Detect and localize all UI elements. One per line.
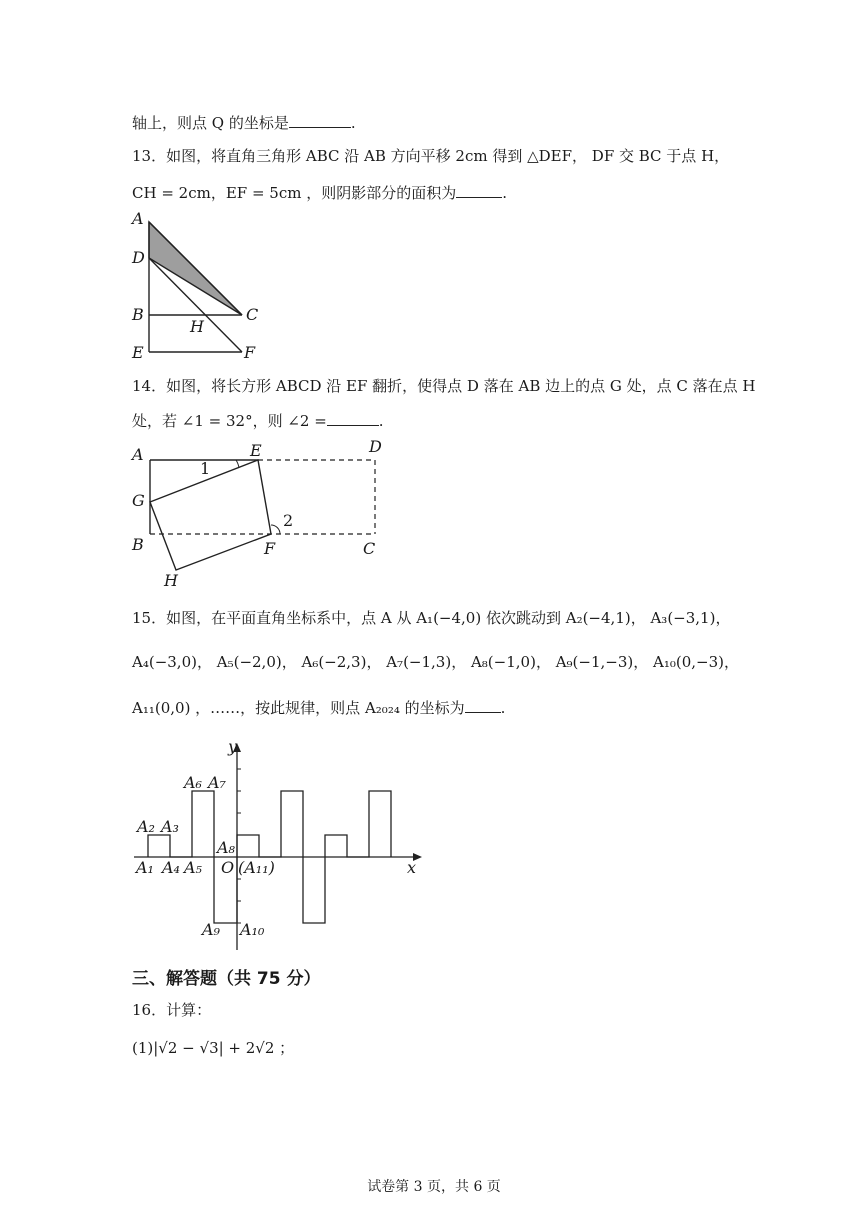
section-3-title: 三、解答题（共 75 分） xyxy=(132,969,321,989)
page-footer: 试卷第 3 页，共 6 页 xyxy=(367,1179,501,1195)
label-E: E xyxy=(132,343,144,362)
q14-answer-blank[interactable] xyxy=(327,410,379,426)
q16-part1: (1)|√2 − √3| + 2√2 ； xyxy=(132,1039,295,1057)
label-angle-2: 2 xyxy=(283,511,294,530)
origin-label: O xyxy=(221,858,235,877)
q13-line2-text: CH = 2cm，EF = 5cm ，则阴影部分的面积为 xyxy=(132,184,457,202)
label-C: C xyxy=(246,305,259,324)
q14-line2 xyxy=(132,410,384,431)
q15-figure xyxy=(130,735,430,945)
label-A5: A₅ xyxy=(184,858,202,877)
label-A10: A₁₀ xyxy=(240,920,265,939)
q13-line2 xyxy=(132,182,507,203)
label-B: B xyxy=(132,305,144,324)
label-C: C xyxy=(363,539,376,558)
label-H: H xyxy=(164,571,178,590)
label-B: B xyxy=(132,535,144,554)
q13-figure xyxy=(128,208,268,364)
q15-line3 xyxy=(132,697,505,718)
q15-answer-blank[interactable] xyxy=(465,697,501,713)
q14-line2-text: 处，若 ∠1 = 32°，则 ∠2 = xyxy=(132,412,327,430)
axis-label-x: x xyxy=(407,858,417,877)
label-angle-1: 1 xyxy=(200,459,211,478)
q12-answer-blank[interactable] xyxy=(289,112,351,128)
label-E: E xyxy=(250,441,262,460)
label-A11: (A₁₁) xyxy=(238,858,275,877)
label-A9: A₉ xyxy=(202,920,220,939)
label-A1: A₁ xyxy=(136,858,154,877)
q15-line2: A₄(−3,0)， A₅(−2,0)， A₆(−2,3)， A₇(−1,3)， A₈(−1,0)， A₉(−1,−3)， A₁₀(0,−3)， xyxy=(132,653,740,671)
q13-answer-blank[interactable] xyxy=(456,182,502,198)
q14-end: . xyxy=(378,412,384,430)
label-A4: A₄ xyxy=(162,858,180,877)
angle-1-arc xyxy=(236,460,239,468)
label-A: A xyxy=(132,209,144,228)
q15-line3-text: A₁₁(0,0) ，……，按此规律，则点 A₂₀₂₄ 的坐标为 xyxy=(132,699,465,717)
q14-figure xyxy=(128,434,398,590)
label-D: D xyxy=(369,437,382,456)
label-A2: A₂ xyxy=(137,817,155,836)
label-F: F xyxy=(264,539,276,558)
label-H: H xyxy=(190,317,204,336)
q15-line1: 15．如图，在平面直角坐标系中，点 A 从 A₁(−4,0) 依次跳动到 A₂(−4,1)， A₃(−3,1)， xyxy=(132,609,731,627)
label-A: A xyxy=(132,445,144,464)
q16-stem: 16．计算： xyxy=(132,1001,212,1019)
folded-quad-GEFH xyxy=(150,460,271,570)
line-AC xyxy=(149,222,242,315)
axis-label-y: y xyxy=(228,737,238,756)
q15-end: . xyxy=(500,699,506,717)
q12-tail-end: . xyxy=(350,114,356,132)
label-A7: A₇ xyxy=(208,773,226,792)
label-A8: A₈ xyxy=(217,838,235,857)
jump-path xyxy=(148,791,391,923)
label-A6: A₆ xyxy=(184,773,202,792)
label-A3: A₃ xyxy=(161,817,179,836)
label-D: D xyxy=(132,248,145,267)
label-F: F xyxy=(244,343,256,362)
angle-2-arc xyxy=(271,525,280,534)
q12-tail-text: 轴上，则点 Q 的坐标是 xyxy=(132,114,289,132)
q12-tail-line xyxy=(132,112,356,133)
q14-line1: 14．如图，将长方形 ABCD 沿 EF 翻折，使得点 D 落在 AB 边上的点 G 处，点 C 落在点 H xyxy=(132,377,756,395)
q13-end: . xyxy=(502,184,508,202)
label-G: G xyxy=(132,491,145,510)
q13-line1: 13．如图，将直角三角形 ABC 沿 AB 方向平移 2cm 得到 △DEF， DF 交 BC 于点 H， xyxy=(132,147,730,165)
